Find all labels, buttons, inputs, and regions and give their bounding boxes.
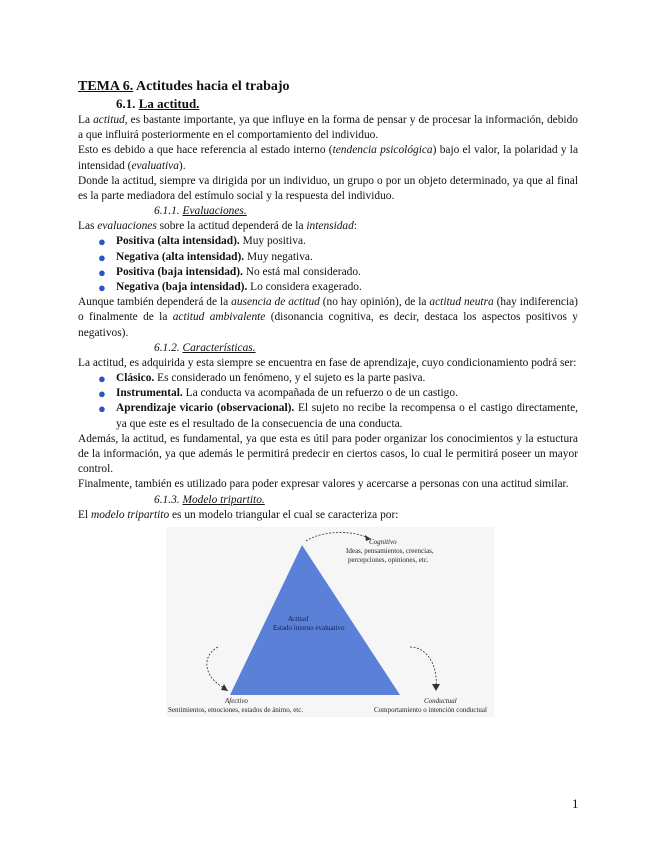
section-title: La actitud. <box>138 96 200 111</box>
document-body <box>78 78 578 717</box>
paragraph-7: Además, la actitud, es fundamental, ya que esta es útil para poder organizar los conocimientos y la estuctura de la información, ya que además le permitirá predecir en ciertos casos, lo cual le permitirá poseer un mayor control. <box>78 432 578 476</box>
list-item: ● Instrumental. La conducta va acompañada de un refuerzo o de un castigo. <box>98 386 458 402</box>
bullet-icon: ● <box>98 264 106 280</box>
list-item: ● Clásico. Es considerado un fenómeno, y el sujeto es la parte pasiva. <box>98 371 426 387</box>
subsection-heading-modelo: 6.1.3. Modelo tripartito. <box>154 493 265 506</box>
paragraph-2: Esto es debido a que hace referencia al estado interno (tendencia psicológica) bajo el valor, la polaridad y la intensidad (evaluativa). <box>78 144 579 172</box>
diagram-graphic <box>166 527 494 717</box>
tripartite-model-diagram <box>166 527 494 717</box>
paragraph-6: La actitud, es adquirida y esta siempre se encuentra en fase de aprendizaje, cuyo condicionamiento podrá ser: <box>78 356 577 369</box>
subsection-heading-caracteristicas: 6.1.2. Características. <box>154 341 256 354</box>
condicionamiento-list <box>78 371 578 432</box>
list-item: ● Aprendizaje vicario (observacional). El sujeto no recibe la recompensa o el castigo directamente, ya que este es el resultado de la consecuencia de una conducta. <box>98 401 578 430</box>
list-item: ● Positiva (baja intensidad). No está mal considerado. <box>98 264 361 280</box>
attitude-label: Actitud <box>288 614 309 623</box>
cognitive-text-1: Ideas, pensamientos, creencias, <box>346 546 434 555</box>
bullet-icon: ● <box>98 401 106 417</box>
subsection-heading-evaluaciones: 6.1.1. Evaluaciones. <box>154 205 247 218</box>
cognitive-text-2: percepciones, opiniones, etc. <box>348 555 429 564</box>
behavioral-text: Comportamiento o intención conductual <box>374 705 487 714</box>
evaluaciones-list <box>78 234 578 295</box>
affective-label: Afectivo <box>225 696 248 705</box>
paragraph-9: El modelo tripartito es un modelo triangular el cual se caracteriza por: <box>78 508 399 521</box>
section-number: 6.1. <box>116 96 139 111</box>
paragraph-3: Donde la actitud, siempre va dirigida por un individuo, un grupo o por un objeto determinado, ya que al final es la parte mediadora del estímulo social y la respuesta del individuo. <box>78 174 578 203</box>
list-item: ● Negativa (alta intensidad). Muy negativa. <box>98 249 313 265</box>
behavioral-label: Conductual <box>424 696 457 705</box>
bullet-icon: ● <box>98 280 106 296</box>
paragraph-5: Aunque también dependerá de la ausencia de actitud (no hay opinión), de la actitud neutra (hay indiferencia) o finalmente de la actitud ambivalente (disonancia cognitiva, es decir, destaca los aspectos positivos y negativos). <box>78 296 578 339</box>
paragraph-8: Finalmente, también es utilizado para poder expresar valores y acercarse a personas con una actitud similar. <box>78 478 569 491</box>
list-item: ● Negativa (baja intensidad). Lo considera exagerado. <box>98 280 362 296</box>
chapter-heading <box>78 78 578 95</box>
term-actitud: actitud <box>93 114 125 126</box>
page-number: 1 <box>572 796 579 811</box>
affective-text: Sentimientos, emociones, estados de ánimo, etc. <box>168 705 304 714</box>
chapter-number: TEMA 6. <box>78 79 134 94</box>
section-heading <box>116 96 578 112</box>
cognitive-label: Cognitivo <box>369 537 397 546</box>
bullet-icon: ● <box>98 386 106 402</box>
paragraph-4: Las evaluaciones sobre la actitud dependerá de la intensidad: <box>78 220 357 233</box>
paragraph-1: La actitud, es bastante importante, ya que influye en la forma de pensar y de procesar la información, debido a que influirá posteriormente en el comportamiento del individuo. <box>78 114 578 142</box>
bullet-icon: ● <box>98 371 106 387</box>
attitude-text: Estado interno evaluativo <box>273 623 345 632</box>
bullet-icon: ● <box>98 234 106 250</box>
bullet-icon: ● <box>98 249 106 265</box>
list-item: ● Positiva (alta intensidad). Muy positiva. <box>98 234 306 250</box>
chapter-title: Actitudes hacia el trabajo <box>133 79 290 94</box>
